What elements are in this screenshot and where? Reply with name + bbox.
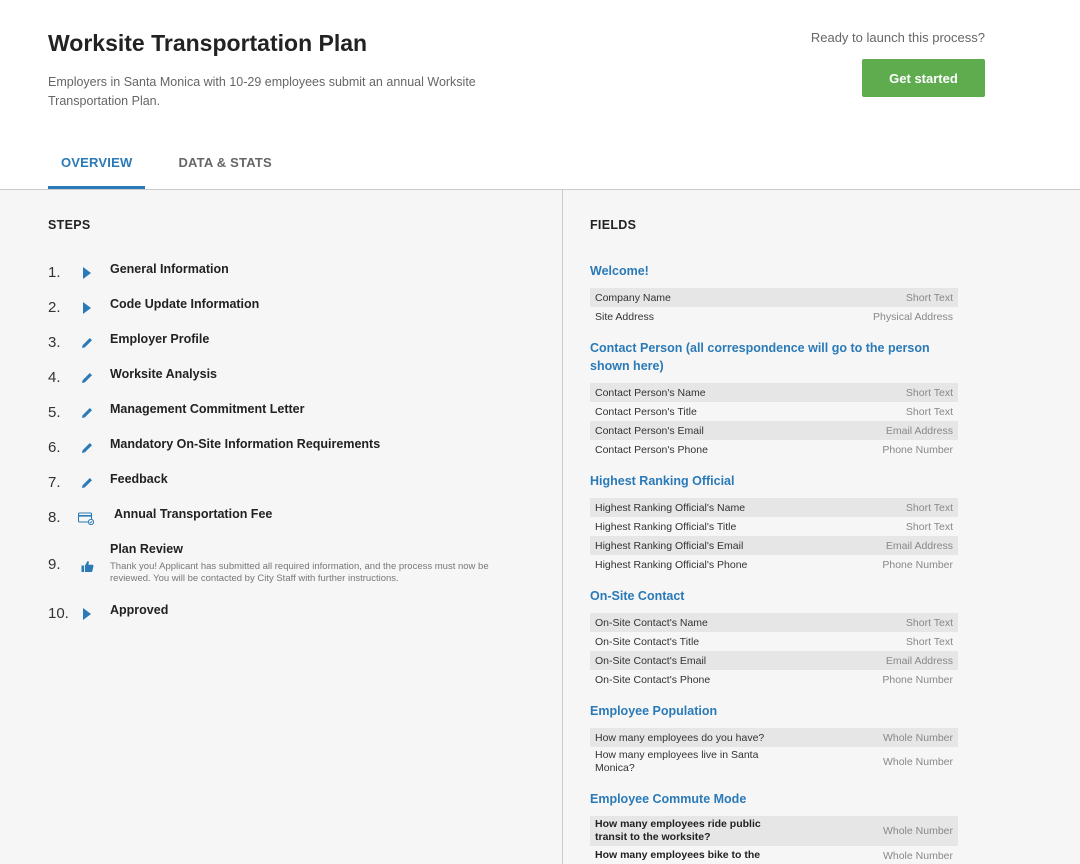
- pencil-icon: [79, 440, 95, 456]
- step-number: 8.: [48, 509, 61, 526]
- field-type: Whole Number: [882, 731, 953, 744]
- field-type: Email Address: [885, 424, 953, 437]
- field-row: [590, 613, 958, 632]
- launch-prompt: Ready to launch this process?: [810, 30, 985, 45]
- field-group-title: Employee Commute Mode: [590, 792, 747, 806]
- step-label: Employer Profile: [110, 332, 210, 346]
- field-table: [590, 613, 958, 689]
- field-table: [590, 383, 958, 459]
- field-table: [590, 288, 958, 326]
- field-name: Contact Person's Email: [595, 424, 704, 437]
- fields-heading: FIELDS: [590, 218, 637, 232]
- field-row: [590, 846, 958, 864]
- tab-bar: [48, 150, 285, 189]
- step-number: 1.: [48, 264, 61, 281]
- field-name: How many employees bike to the: [595, 849, 761, 861]
- field-row: [590, 383, 958, 402]
- page-description: Employers in Santa Monica with 10-29 employees submit an annual Worksite Transportation Plan.: [48, 75, 476, 108]
- field-name: On-Site Contact's Name: [595, 616, 708, 629]
- field-row: [590, 402, 958, 421]
- step-number: 9.: [48, 556, 61, 573]
- field-group: [590, 472, 958, 574]
- step-item[interactable]: [48, 472, 528, 507]
- step-number: 7.: [48, 474, 61, 491]
- step-item[interactable]: [48, 542, 528, 603]
- field-type: Whole Number: [882, 756, 953, 768]
- step-item[interactable]: [48, 297, 528, 332]
- field-type: Short Text: [905, 635, 953, 648]
- field-name: How many employees do you have?: [595, 731, 765, 744]
- process-header: [0, 0, 1080, 190]
- field-name: Contact Person's Title: [595, 405, 697, 418]
- field-row: [590, 632, 958, 651]
- pencil-icon: [79, 405, 95, 421]
- step-label: Management Commitment Letter: [110, 402, 305, 416]
- field-row: [590, 288, 958, 307]
- play-icon: [79, 606, 95, 622]
- field-type: Email Address: [885, 539, 953, 552]
- step-item[interactable]: [48, 402, 528, 437]
- field-type: Phone Number: [882, 443, 953, 456]
- field-type: Email Address: [885, 654, 953, 667]
- step-item[interactable]: [48, 603, 528, 638]
- steps-list: [48, 262, 528, 638]
- field-type: Phone Number: [882, 673, 953, 686]
- page-title: Worksite Transportation Plan: [48, 30, 368, 56]
- step-number: 6.: [48, 439, 61, 456]
- field-type: Physical Address: [873, 310, 953, 323]
- field-name: Highest Ranking Official's Phone: [595, 558, 748, 571]
- field-group-title: Highest Ranking Official: [590, 474, 735, 488]
- step-label: Annual Transportation Fee: [114, 507, 273, 521]
- tab-overview[interactable]: OVERVIEW: [48, 150, 145, 189]
- fields-list: [590, 262, 958, 864]
- field-type: Whole Number: [882, 849, 953, 862]
- get-started-button[interactable]: Get started: [862, 59, 985, 97]
- field-row: [590, 307, 958, 326]
- field-group: [590, 790, 958, 864]
- payment-card-icon: [78, 510, 94, 526]
- step-label: Feedback: [110, 472, 168, 486]
- steps-panel: [0, 190, 563, 864]
- step-number: 5.: [48, 404, 61, 421]
- field-type: Short Text: [905, 386, 953, 399]
- field-type: Short Text: [905, 501, 953, 514]
- field-row: [590, 536, 958, 555]
- field-group: [590, 339, 958, 459]
- field-row: [590, 555, 958, 574]
- step-label: Plan Review: [110, 542, 183, 556]
- step-label: Code Update Information: [110, 297, 260, 311]
- step-number: 4.: [48, 369, 61, 386]
- field-name: Site Address: [595, 310, 654, 323]
- field-table: [590, 498, 958, 574]
- field-row: [590, 816, 958, 846]
- field-name: How many employees live in Santa Monica?: [595, 749, 759, 774]
- field-group-title: Employee Population: [590, 704, 718, 718]
- step-number: 2.: [48, 299, 61, 316]
- field-type: Short Text: [905, 616, 953, 629]
- step-item[interactable]: [48, 332, 528, 367]
- step-item[interactable]: [48, 507, 528, 542]
- field-group: [590, 262, 958, 326]
- field-row: [590, 728, 958, 747]
- field-row: [590, 498, 958, 517]
- step-item[interactable]: [48, 367, 528, 402]
- step-label: General Information: [110, 262, 229, 276]
- field-name: Company Name: [595, 291, 671, 304]
- pencil-icon: [79, 370, 95, 386]
- tab-data-stats[interactable]: DATA & STATS: [178, 155, 272, 170]
- field-row: [590, 517, 958, 536]
- field-type: Short Text: [905, 405, 953, 418]
- field-row: [590, 421, 958, 440]
- field-type: Whole Number: [882, 825, 953, 837]
- step-number: 3.: [48, 334, 61, 351]
- field-name: On-Site Contact's Phone: [595, 673, 711, 686]
- play-icon: [79, 265, 95, 281]
- field-type: Phone Number: [882, 558, 953, 571]
- field-name: How many employees ride public transit to the worksite?: [595, 818, 761, 843]
- steps-heading: STEPS: [48, 218, 91, 232]
- pencil-icon: [79, 335, 95, 351]
- thumbs-up-icon: [79, 558, 95, 574]
- play-icon: [79, 300, 95, 316]
- field-name: Highest Ranking Official's Email: [595, 539, 744, 552]
- field-group: [590, 587, 958, 689]
- field-name: Highest Ranking Official's Name: [595, 501, 746, 514]
- step-number: 10.: [48, 605, 69, 622]
- field-name: On-Site Contact's Email: [595, 654, 707, 667]
- field-name: Contact Person's Phone: [595, 443, 708, 456]
- field-group: [590, 702, 958, 777]
- field-type: Short Text: [905, 291, 953, 304]
- field-row: [590, 651, 958, 670]
- field-group-title: Contact Person (all correspondence will go to the person shown here): [590, 341, 930, 373]
- field-name: Highest Ranking Official's Title: [595, 520, 737, 533]
- field-row: [590, 440, 958, 459]
- field-table: [590, 728, 958, 777]
- field-row: [590, 670, 958, 689]
- step-label: Worksite Analysis: [110, 367, 217, 381]
- field-type: Short Text: [905, 520, 953, 533]
- field-row: [590, 747, 958, 777]
- step-item[interactable]: [48, 437, 528, 472]
- step-item[interactable]: [48, 262, 528, 297]
- step-label: Approved: [110, 603, 169, 617]
- step-note: Thank you! Applicant has submitted all required information, and the process must now be reviewed. You will be contacted by City Staff with further instructions.: [110, 561, 489, 584]
- field-group-title: Welcome!: [590, 264, 649, 278]
- fields-panel[interactable]: [563, 190, 1080, 864]
- field-name: Contact Person's Name: [595, 386, 706, 399]
- field-table: [590, 816, 958, 864]
- field-group-title: On-Site Contact: [590, 589, 685, 603]
- field-name: On-Site Contact's Title: [595, 635, 700, 648]
- pencil-icon: [79, 475, 95, 491]
- step-label: Mandatory On-Site Information Requirements: [110, 437, 381, 451]
